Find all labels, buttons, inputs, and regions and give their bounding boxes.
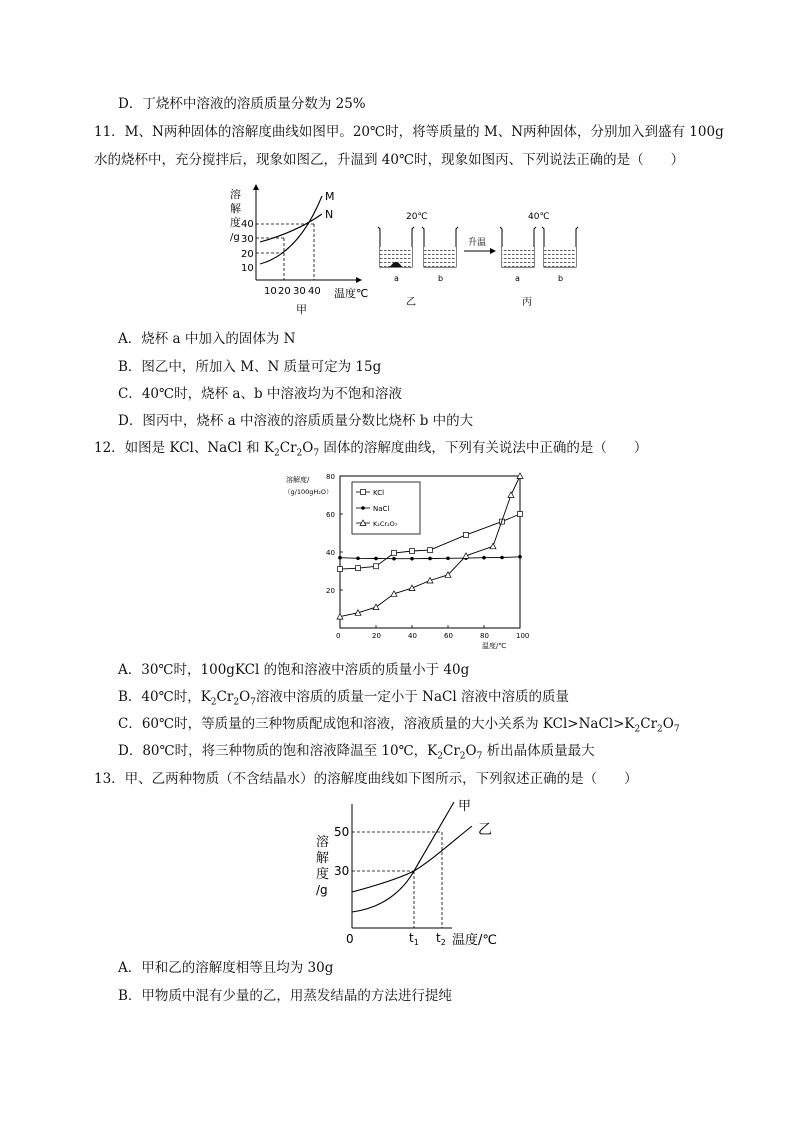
q13-ytitle-4: /g — [316, 883, 328, 897]
q12-point-k2cr2o7 — [508, 492, 514, 498]
bing-beaker-b — [542, 227, 578, 267]
q13-ytitle-1: 溶 — [316, 835, 330, 850]
q12-point-nacl — [518, 555, 522, 559]
q12-chart-title-2: （g/100gH₂O） — [284, 488, 333, 496]
q13-xlabel: 温度/℃ — [452, 933, 497, 948]
q12-chart — [282, 470, 532, 659]
q12-point-kcl — [374, 564, 379, 569]
q12-point-kcl — [338, 567, 343, 572]
q13-y50: 50 — [334, 825, 350, 839]
q11-stem-line1: 11．M、N两种固体的溶解度曲线如图甲。20℃时，将等质量的 M、N两种固体，分别加入到盛有 100g — [94, 124, 724, 140]
jia-ytick-30: 30 — [241, 234, 254, 245]
q13-curve-yi — [352, 826, 472, 892]
jia-x-arrow — [356, 277, 362, 283]
q12-option-b-pre: B．40℃时，K — [118, 689, 211, 705]
jia-caption: 甲 — [296, 303, 307, 316]
yi-beaker-a — [378, 227, 414, 267]
jia-ytick-20: 20 — [241, 249, 254, 260]
yi-label-b: b — [438, 274, 444, 283]
q13-option-a: A．甲和乙的溶解度相等且均为 30g — [118, 960, 334, 976]
q13-t2 — [436, 931, 446, 947]
jia-label-n: N — [325, 208, 334, 221]
q11-option-c: C．40℃时，烧杯 a、b 中溶液均为不饱和溶液 — [118, 386, 402, 402]
jia-y-arrow — [253, 184, 259, 190]
q12-xtick-label: 100 — [516, 632, 530, 640]
jia-ytitle-2: 解 — [230, 202, 241, 215]
q12-option-c-pre: C．60℃时，等质量的三种物质配成饱和溶液，溶液质量的大小关系为 KCl>NaCl>K — [118, 716, 635, 732]
q12-option-d: D．80℃时，将三种物质的饱和溶液降温至 10℃，$K_2Cr_2O_7$ 析出晶体质量最大 — [118, 743, 595, 762]
legend-kcl-marker — [361, 490, 366, 495]
yi-caption: 乙 — [406, 297, 416, 308]
q13-figure — [312, 796, 512, 956]
q12-xtick-label: 0 — [336, 632, 341, 640]
jia-ytitle-3: 度 — [230, 216, 241, 229]
q12-option-d-post: 析出晶体质量最大 — [486, 743, 595, 759]
q11-option-d: D．图丙中，烧杯 a 中溶液的溶质质量分数比烧杯 b 中的大 — [118, 413, 474, 429]
q12-point-k2cr2o7 — [463, 553, 469, 559]
jia-xtick-30: 30 — [293, 286, 306, 297]
q13-t1-t: t — [409, 931, 414, 945]
q11-option-b: B．图乙中，所加入 M、N 质量可定为 15g — [118, 359, 382, 375]
bing-temp: 40℃ — [528, 212, 550, 222]
yi-beaker-b — [422, 227, 458, 267]
bing-label-a: a — [515, 274, 520, 283]
q12-ytick-label: 60 — [326, 511, 335, 519]
bing-beaker-a — [500, 227, 536, 267]
q13-ytitle-2: 解 — [316, 851, 330, 866]
jia-ytitle-1: 溶 — [230, 188, 241, 201]
jia-curve-n — [260, 214, 322, 242]
q13-t2-sub: 2 — [440, 938, 446, 947]
yi-label-a: a — [394, 274, 399, 283]
q12-option-a: A．30℃时，100gKCl 的饱和溶液中溶质的质量小于 40g — [118, 662, 470, 678]
q12-stem-post: 固体的溶解度曲线，下列有关说法中正确的是（ ） — [323, 440, 648, 456]
q12-option-c: C．60℃时，等质量的三种物质配成饱和溶液，溶液质量的大小关系为 $KCl>NaCl>K_2Cr_2O_7$ — [118, 716, 680, 735]
q12-stem: 12．如图是 KCl、NaCl 和 $K_2Cr_2O_7$ 固体的溶解度曲线，下列有关说法中正确的是（ ） — [94, 440, 648, 459]
q12-point-kcl — [464, 532, 469, 537]
q13-option-b: B．甲物质中混有少量的乙，用蒸发结晶的方法进行提纯 — [118, 988, 452, 1004]
q13-origin: 0 — [346, 932, 354, 946]
q11-figure-beakers — [372, 205, 582, 319]
q12-point-nacl — [356, 556, 360, 560]
q12-point-k2cr2o7 — [409, 585, 415, 591]
q12-point-kcl — [410, 549, 415, 554]
q11-figure-jia — [222, 180, 372, 324]
q11-option-a: A．烧杯 a 中加入的固体为 N — [118, 331, 296, 347]
q12-option-b-post: 溶液中溶质的质量一定小于 NaCl 溶液中溶质的质量 — [255, 689, 569, 705]
q12-ytick-label: 40 — [326, 549, 335, 557]
legend-nacl: NaCl — [373, 505, 390, 513]
q12-point-nacl — [428, 557, 432, 561]
q11-stem-line2: 水的烧杯中，充分搅拌后，现象如图乙，升温到 40℃时，现象如图丙、下列说法正确的是（ ） — [94, 152, 685, 168]
q12-point-kcl — [392, 550, 397, 555]
jia-ytick-10: 10 — [241, 263, 254, 274]
q12-point-nacl — [392, 557, 396, 561]
bing-label-b: b — [558, 274, 564, 283]
q12-point-k2cr2o7 — [490, 543, 496, 549]
q12-point-nacl — [410, 557, 414, 561]
q10-option-d: D．丁烧杯中溶液的溶质质量分数为 25% — [118, 96, 366, 112]
q12-point-nacl — [446, 556, 450, 560]
q12-point-nacl — [500, 556, 504, 560]
legend-kcr: K₂Cr₂O₇ — [373, 520, 398, 528]
jia-curve-m — [260, 196, 322, 264]
q13-y30: 30 — [334, 864, 350, 878]
jia-xtick-40: 40 — [308, 286, 321, 297]
q12-ytick-label: 20 — [326, 587, 335, 595]
jia-ytitle-4: /g — [230, 232, 240, 243]
legend-nacl-marker — [361, 506, 365, 510]
q12-stem-pre: 12．如图是 KCl、NaCl 和 K — [94, 440, 275, 456]
jia-xtick-20: 20 — [278, 286, 291, 297]
q12-xtick-label: 20 — [372, 632, 381, 640]
q12-option-d-pre: D．80℃时，将三种物质的饱和溶液降温至 10℃，K — [118, 743, 438, 759]
q13-curve-jia — [352, 802, 454, 912]
q13-t1 — [409, 931, 419, 947]
q12-ytick-label: 80 — [326, 473, 335, 481]
q12-option-b: B．40℃时，$K_2Cr_2O_7$溶液中溶质的质量一定小于 NaCl 溶液中溶质的质量 — [118, 689, 569, 708]
heat-arrow-label: 升温 — [468, 238, 487, 248]
q12-chart-title-1: 溶解度/ — [286, 476, 310, 484]
q13-t1-sub: 1 — [413, 938, 419, 947]
jia-xlabel: 温度℃ — [334, 287, 369, 300]
q12-xtick-label: 80 — [480, 632, 489, 640]
q12-point-nacl — [374, 557, 378, 561]
heat-arrow-head — [490, 248, 496, 254]
q12-xtick-label: 60 — [444, 632, 453, 640]
yi-temp: 20℃ — [406, 212, 428, 222]
q12-xtick-label: 40 — [408, 632, 417, 640]
q13-t2-t: t — [436, 931, 441, 945]
q12-xlabel: 温度/℃ — [482, 642, 507, 650]
bing-caption: 丙 — [522, 297, 532, 308]
q13-label-yi: 乙 — [478, 822, 492, 838]
q12-point-nacl — [482, 556, 486, 560]
q12-point-kcl — [518, 512, 523, 517]
q12-point-nacl — [338, 556, 342, 560]
q12-point-kcl — [356, 566, 361, 571]
jia-ytick-40: 40 — [241, 219, 254, 230]
jia-xtick-10: 10 — [264, 286, 277, 297]
q13-stem: 13．甲、乙两种物质（不含结晶水）的溶解度曲线如下图所示，下列叙述正确的是（ ） — [94, 771, 638, 787]
q12-point-k2cr2o7 — [373, 604, 379, 610]
legend-kcl: KCl — [373, 489, 385, 497]
jia-label-m: M — [325, 190, 335, 203]
q13-ytitle-3: 度 — [316, 867, 330, 882]
q12-point-kcl — [428, 548, 433, 553]
q13-label-jia: 甲 — [458, 799, 472, 814]
